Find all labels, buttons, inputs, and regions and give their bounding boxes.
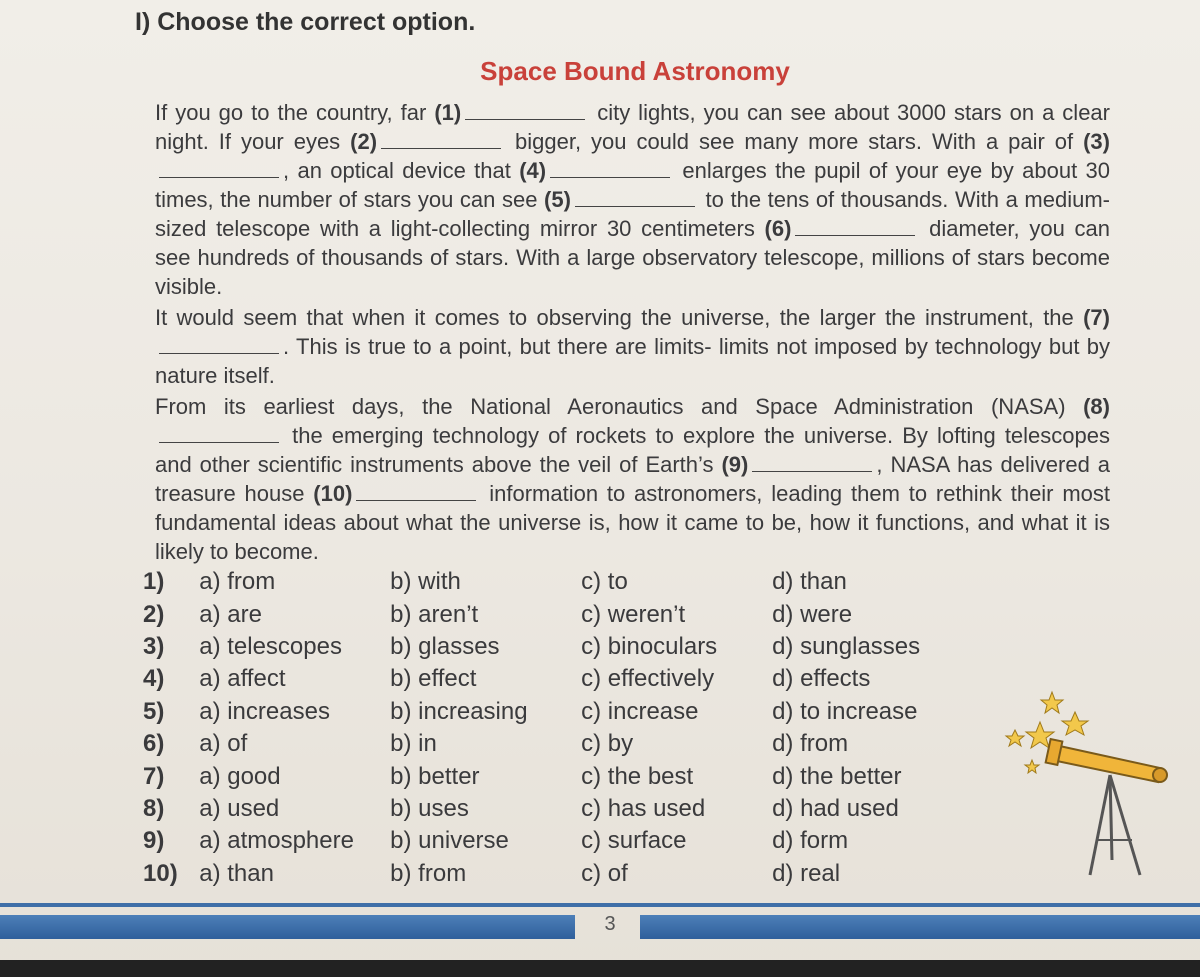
- option-a[interactable]: a) atmosphere: [199, 827, 354, 855]
- option-b[interactable]: b) increasing: [390, 697, 528, 725]
- telescope-illustration: [1000, 690, 1180, 880]
- option-c[interactable]: c) of: [581, 859, 628, 887]
- option-d[interactable]: d) sunglasses: [772, 632, 921, 660]
- option-row: [143, 825, 963, 857]
- blank-number: (1): [434, 100, 462, 125]
- option-b[interactable]: b) with: [390, 568, 461, 596]
- exercise-heading: I) Choose the correct option.: [135, 8, 476, 36]
- option-d[interactable]: d) to increase: [772, 697, 918, 725]
- option-c[interactable]: c) weren’t: [581, 600, 686, 628]
- option-b[interactable]: b) universe: [390, 827, 509, 855]
- passage-paragraph-1: [155, 98, 1110, 301]
- passage-text: enlarges the pupil of your eye by about 30 times, the number of stars you can see: [155, 158, 1110, 212]
- option-d[interactable]: d) real: [772, 859, 841, 887]
- footer-rule: [0, 903, 1200, 907]
- passage-text: information to astronomers, leading them to rethink their most fundamental ideas about what the universe is, how it came to be, how it functions, and what it is likely to become.: [155, 481, 1111, 564]
- blank-number: (2): [350, 129, 378, 154]
- blank-number: (7): [1083, 305, 1110, 330]
- star-icon: [1025, 760, 1039, 773]
- option-b[interactable]: b) aren’t: [390, 600, 479, 628]
- option-a[interactable]: a) are: [199, 600, 262, 628]
- option-b[interactable]: b) effect: [390, 665, 477, 693]
- page-number: 3: [604, 913, 616, 935]
- option-d[interactable]: d) effects: [772, 665, 871, 693]
- option-d[interactable]: d) were: [772, 600, 853, 628]
- question-number: 2): [143, 600, 165, 628]
- blank-number: (9): [721, 452, 749, 477]
- option-b[interactable]: b) uses: [390, 794, 469, 822]
- passage-paragraph-2: [155, 303, 1110, 390]
- option-b[interactable]: b) from: [390, 859, 467, 887]
- question-number: 4): [143, 665, 165, 693]
- passage-text: It would seem that when it comes to observing the universe, the larger the instrument, the: [155, 305, 1084, 330]
- question-number: 8): [143, 794, 165, 822]
- option-a[interactable]: a) used: [199, 794, 280, 822]
- table-edge: [0, 960, 1200, 977]
- passage-title: Space Bound Astronomy: [480, 56, 790, 86]
- option-a[interactable]: a) increases: [199, 697, 330, 725]
- passage-text: , an optical device that: [283, 158, 520, 183]
- passage-text: city lights, you can see about 3000 stars on a clear night. If your eyes: [155, 100, 1110, 154]
- question-number: 5): [143, 697, 165, 725]
- passage-text: From its earliest days, the National Aeronautics and Space Administration (NASA): [155, 394, 1084, 419]
- option-row: [143, 760, 963, 792]
- passage-text: bigger, you could see many more stars. With a pair of: [505, 129, 1084, 154]
- blank-number: (4): [519, 158, 547, 183]
- option-a[interactable]: a) of: [199, 730, 248, 758]
- option-a[interactable]: a) telescopes: [199, 632, 342, 660]
- option-row: [143, 728, 963, 760]
- option-d[interactable]: d) from: [772, 730, 849, 758]
- option-c[interactable]: c) by: [581, 730, 634, 758]
- option-row: [143, 566, 963, 598]
- option-row: [143, 858, 963, 890]
- answer-blank[interactable]: [550, 159, 670, 178]
- option-c[interactable]: c) the best: [581, 762, 694, 790]
- answer-blank[interactable]: [381, 130, 501, 149]
- footer-bar-right: [640, 915, 1200, 939]
- answer-blank[interactable]: [159, 335, 279, 354]
- reading-passage: [155, 98, 1110, 568]
- option-d[interactable]: d) than: [772, 568, 847, 596]
- question-number: 7): [143, 762, 165, 790]
- blank-number: (10): [313, 481, 353, 506]
- passage-text: to the tens of thousands. With a medium-sized telescope with a light-collecting mirror 30 centimeters: [155, 187, 1110, 241]
- option-c[interactable]: c) surface: [581, 827, 687, 855]
- option-a[interactable]: a) good: [199, 762, 281, 790]
- option-row: [143, 631, 963, 663]
- question-number: 6): [143, 730, 165, 758]
- star-icon: [1041, 692, 1063, 713]
- blank-number: (5): [544, 187, 571, 212]
- option-row: [143, 663, 963, 695]
- option-d[interactable]: d) the better: [772, 762, 902, 790]
- option-b[interactable]: b) in: [390, 730, 437, 758]
- passage-text: . This is true to a point, but there are limits- limits not imposed by technology but by nature itself.: [155, 334, 1110, 388]
- star-icon: [1062, 712, 1088, 735]
- option-a[interactable]: a) than: [199, 859, 274, 887]
- question-number: 9): [143, 827, 165, 855]
- option-b[interactable]: b) glasses: [390, 632, 500, 660]
- option-row: [143, 793, 963, 825]
- option-c[interactable]: c) has used: [581, 794, 706, 822]
- answer-blank[interactable]: [752, 453, 872, 472]
- option-d[interactable]: d) form: [772, 827, 849, 855]
- blank-number: (8): [1083, 394, 1110, 419]
- star-icon: [1006, 730, 1024, 746]
- option-d[interactable]: d) had used: [772, 794, 899, 822]
- option-row: [143, 598, 963, 630]
- passage-paragraph-3: [155, 392, 1110, 566]
- answer-blank[interactable]: [795, 217, 915, 236]
- answer-blank[interactable]: [356, 482, 476, 501]
- answer-blank[interactable]: [575, 188, 695, 207]
- answer-options: [143, 566, 963, 890]
- option-a[interactable]: a) affect: [199, 665, 286, 693]
- question-number: 1): [143, 568, 165, 596]
- blank-number: (6): [764, 216, 792, 241]
- question-number: 10): [143, 859, 178, 887]
- option-b[interactable]: b) better: [390, 762, 480, 790]
- blank-number: (3): [1083, 129, 1110, 154]
- footer-bar-left: [0, 915, 575, 939]
- passage-text: diameter, you can see hundreds of thousands of stars. With a large observatory telescope, millions of stars become visible.: [155, 216, 1110, 299]
- option-row: [143, 696, 963, 728]
- answer-blank[interactable]: [159, 159, 279, 178]
- answer-blank[interactable]: [159, 424, 279, 443]
- option-c[interactable]: c) effectively: [581, 665, 715, 693]
- option-c[interactable]: c) increase: [581, 697, 699, 725]
- option-c[interactable]: c) to: [581, 568, 628, 596]
- passage-text: the emerging technology of rockets to explore the universe. By lofting telescopes and other scientific instruments above the veil of Earth’s: [155, 423, 1110, 477]
- option-c[interactable]: c) binoculars: [581, 632, 718, 660]
- option-a[interactable]: a) from: [199, 568, 276, 596]
- passage-text: If you go to the country, far: [155, 100, 435, 125]
- answer-blank[interactable]: [465, 101, 585, 120]
- passage-text: , NASA has delivered a treasure house: [155, 452, 1110, 506]
- question-number: 3): [143, 632, 165, 660]
